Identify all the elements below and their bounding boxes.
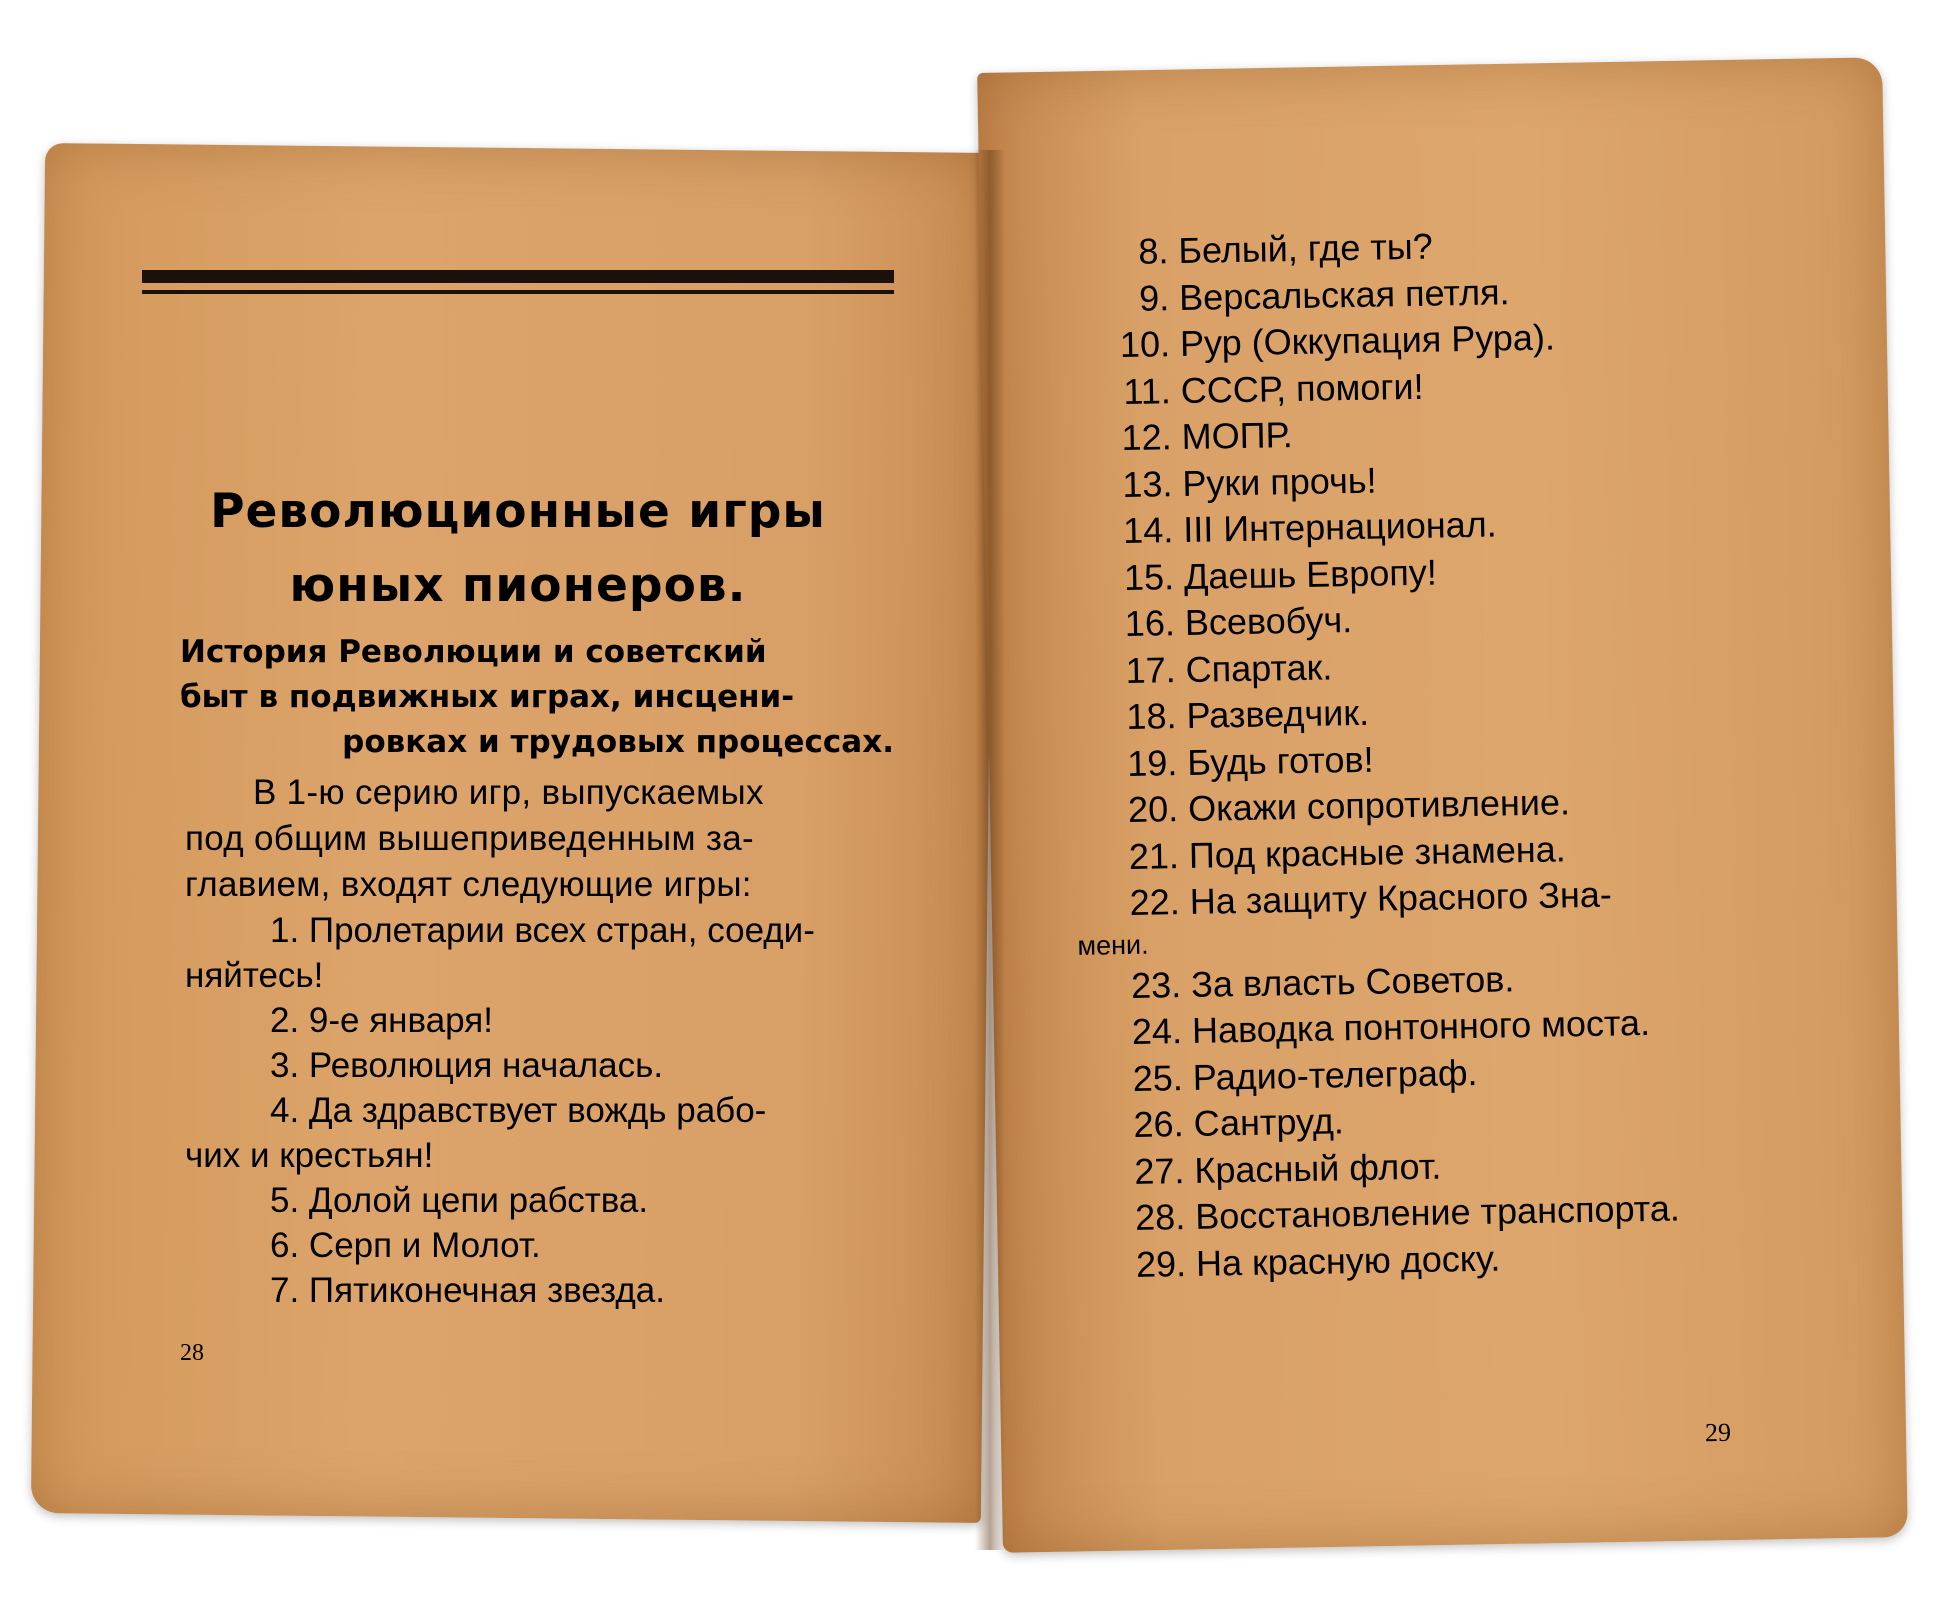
list-item-number: 14.	[1122, 509, 1174, 552]
list-item-number: 20.	[1127, 788, 1179, 830]
list-item: 3. Революция началась.	[270, 1046, 664, 1085]
list-item-text: Под красные знамена.	[1188, 827, 1567, 876]
list-item-number: 28.	[1134, 1196, 1186, 1238]
list-item-continuation: мени.	[1077, 929, 1149, 961]
title-line: Революционные игры	[210, 484, 826, 539]
list-item-number: 24.	[1131, 1010, 1183, 1052]
list-item-text: Разведчик.	[1186, 691, 1370, 736]
list-item-number: 16.	[1124, 602, 1176, 645]
list-item: 7. Пятиконечная звезда.	[270, 1271, 665, 1310]
page-number-left: 28	[180, 1340, 204, 1366]
header-rule-thick	[142, 270, 894, 283]
title-line: юных пионеров.	[289, 558, 747, 613]
list-item-text: Спартак.	[1185, 645, 1333, 690]
intro-line: В 1-ю серию игр, выпускаемых	[253, 773, 764, 812]
list-item-text: Версальская петля.	[1178, 270, 1510, 318]
intro-line: главием, входят следующие игры:	[185, 865, 752, 904]
list-item: 2. 9-е января!	[270, 1001, 493, 1040]
list-item-number: 12.	[1121, 416, 1172, 459]
page-title	[142, 475, 894, 623]
list-item-number: 11.	[1123, 369, 1172, 412]
list-item-text: СССР, помоги!	[1180, 365, 1424, 411]
list-item-text: Белый, где ты?	[1178, 225, 1434, 272]
list-item-number: 22.	[1129, 881, 1181, 923]
list-item-text: Окажи сопротивление.	[1187, 781, 1571, 829]
list-item-number: 13.	[1122, 462, 1173, 505]
list-item-text: Руки прочь!	[1182, 459, 1377, 504]
list-item-text: III Интернационал.	[1182, 503, 1498, 550]
list-item-number: 25.	[1132, 1056, 1184, 1099]
list-item-number: 17.	[1125, 648, 1177, 691]
list-item-text: За власть Советов.	[1190, 957, 1515, 1005]
list-item-text: Восстановление транспорта.	[1194, 1187, 1681, 1237]
list-item-number: 9.	[1138, 276, 1170, 319]
list-item: 4. Да здравствует вождь рабо-	[270, 1091, 767, 1130]
list-item-text: Красный флот.	[1194, 1145, 1442, 1191]
subtitle	[180, 630, 894, 765]
list-item-text: На защиту Красного Зна-	[1189, 873, 1613, 922]
list-item-text: Радио-телеграф.	[1192, 1051, 1478, 1098]
list-item-text: Рур (Оккупация Рура).	[1179, 316, 1556, 365]
list-item-number: 18.	[1126, 695, 1177, 737]
header-rule-thin	[142, 290, 894, 294]
list-item-number: 29.	[1135, 1242, 1187, 1285]
list-item: 1. Пролетарии всех стран, соеди-	[270, 911, 815, 950]
list-item: 6. Серп и Молот.	[270, 1226, 541, 1265]
list-item-continuation: чих и крестьян!	[185, 1136, 434, 1175]
list-item-text: На красную доску.	[1195, 1237, 1501, 1284]
page-number-right: 29	[1704, 1417, 1732, 1448]
games-list-left	[185, 908, 895, 1313]
subtitle-line: ровках и трудовых процессах.	[342, 724, 894, 760]
list-item-text: Будь готов!	[1186, 738, 1374, 783]
subtitle-line: История Революции и советский	[180, 634, 767, 670]
list-item-number: 15.	[1123, 555, 1175, 598]
book-spine	[975, 150, 1005, 1550]
subtitle-line: быт в подвижных играх, инсцени-	[180, 679, 795, 715]
list-item-number: 10.	[1119, 323, 1171, 366]
list-item-text: Даешь Европу!	[1183, 551, 1438, 597]
list-item-continuation: няйтесь!	[185, 956, 324, 995]
list-item-number: 19.	[1126, 741, 1178, 784]
list-item-text: МОПР.	[1181, 414, 1294, 457]
list-item-number: 8.	[1137, 230, 1169, 272]
list-item-number: 26.	[1133, 1103, 1184, 1145]
intro-paragraph	[185, 770, 895, 908]
list-item-text: Наводка понтонного моста.	[1191, 1001, 1651, 1051]
list-item-text: Сантруд.	[1193, 1100, 1345, 1144]
list-item-number: 23.	[1130, 963, 1182, 1006]
list-item: 5. Долой цепи рабства.	[270, 1181, 649, 1220]
list-item-text: Всевобуч.	[1184, 599, 1353, 643]
games-list-right	[1065, 218, 1783, 1289]
list-item-number: 27.	[1134, 1149, 1185, 1192]
intro-line: под общим вышеприведенным за-	[185, 819, 754, 858]
list-item-number: 21.	[1128, 834, 1180, 877]
